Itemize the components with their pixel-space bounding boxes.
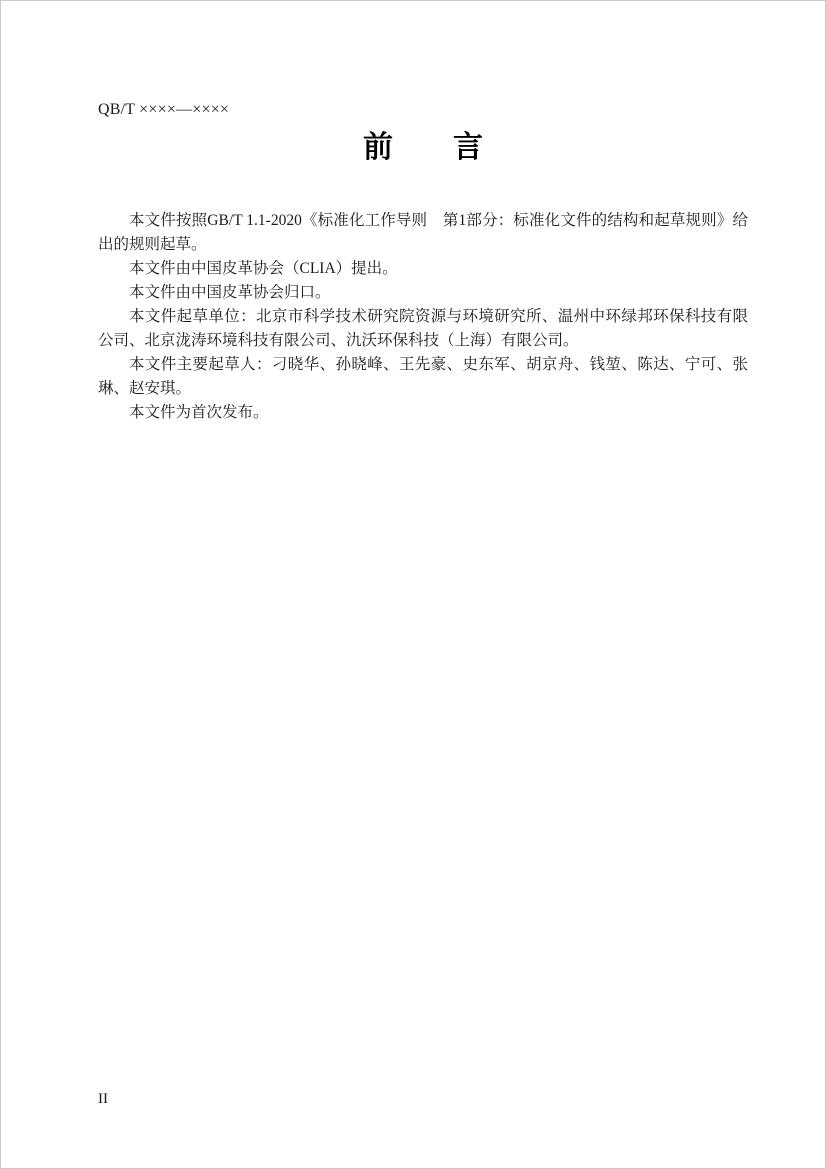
foreword-body [98,209,748,425]
page-content [98,1,748,425]
paragraph-under-jurisdiction: 本文件由中国皮革协会归口。 [129,284,331,301]
foreword-title: 前 言 [363,131,483,164]
page-number: II [98,1091,108,1107]
paragraph-main-drafters: 本文件主要起草人：刁晓华、孙晓峰、王先豪、史东军、胡京舟、钱堃、陈达、宁可、张琳、赵安琪。 [98,356,748,397]
paragraph-drafting-rules: 本文件按照GB/T 1.1-2020《标准化工作导则 第1部分：标准化文件的结构和起草规则》给出的规则起草。 [98,212,748,253]
standard-number-header: QB/T ××××—×××× [98,101,230,118]
paragraph-proposed-by: 本文件由中国皮革协会（CLIA）提出。 [129,260,398,277]
paragraph-first-issue: 本文件为首次发布。 [129,404,269,421]
paragraph-drafting-organizations: 本文件起草单位：北京市科学技术研究院资源与环境研究所、温州中环绿邦环保科技有限公司、北京泷涛环境科技有限公司、氿沃环保科技（上海）有限公司。 [98,308,748,349]
